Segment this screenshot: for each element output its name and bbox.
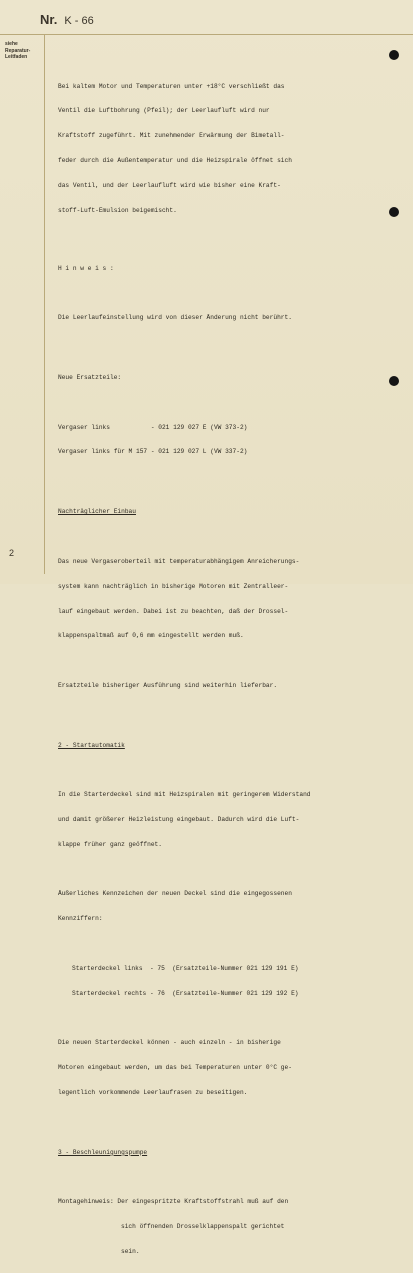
document-number-label: Nr.	[40, 12, 58, 27]
hinweis-heading: H i n w e i s :	[58, 264, 114, 272]
section-2-line: In die Starterdeckel sind mit Heizspiralen mit geringerem Widerstand	[58, 791, 311, 799]
installation-line: legentlich vorkommende Leerlaufrasen zu beseitigen.	[58, 1088, 248, 1096]
side-note-line: Leitfaden	[5, 54, 28, 60]
document-number	[40, 12, 94, 27]
installation-line: Motoren eingebaut werden, um das bei Temperaturen unter 0°C ge-	[58, 1064, 292, 1072]
retrofit-line: system kann nachträglich in bisherige Motoren mit Zentralleer-	[58, 582, 289, 590]
starter-cover-line: Starterdeckel rechts - 76 (Ersatzteile-Nummer 021 129 192 E)	[72, 989, 299, 997]
intro-line: stoff-Luft-Emulsion beigemischt.	[58, 207, 177, 215]
punch-hole-icon	[389, 207, 399, 217]
intro-line: Kraftstoff zugeführt. Mit zunehmender Erwärmung der Bimetall-	[58, 132, 285, 140]
punch-hole-icon	[389, 50, 399, 60]
assembly-note-line: Der eingespritzte Kraftstoffstrahl muß auf den	[117, 1198, 289, 1206]
intro-line: Ventil die Luftbohrung (Pfeil); der Leerlaufluft wird nur	[58, 107, 270, 115]
installation-line: Die neuen Starterdeckel können - auch einzeln - in bisherige	[58, 1039, 281, 1047]
section-3-heading: 3 - Beschleunigungspumpe	[58, 1148, 148, 1156]
page-number: 2	[9, 548, 15, 558]
starter-cover-line: Starterdeckel links - 75 (Ersatzteile-Nummer 021 129 191 E)	[72, 964, 299, 972]
intro-line: Bei kaltem Motor und Temperaturen unter +18°C verschließt das	[58, 82, 285, 90]
section-2-heading: 2 - Startautomatik	[58, 741, 125, 749]
intro-line: das Ventil, und der Leerlaufluft wird wie bisher eine Kraft-	[58, 182, 281, 190]
margin-divider	[44, 34, 45, 574]
document-body	[58, 66, 378, 1273]
side-note	[5, 41, 41, 61]
spare-part-line: Vergaser links - 021 129 027 E (VW 373-2)	[58, 423, 248, 431]
identifier-line: Kennziffern:	[58, 915, 103, 923]
section-2-line: und damit größerer Heizleistung eingebaut. Dadurch wird die Luft-	[58, 816, 300, 824]
retrofit-line: klappenspaltmaß auf 0,6 mm eingestellt werden muß.	[58, 632, 244, 640]
top-divider	[0, 34, 413, 35]
assembly-note-line: sein.	[121, 1248, 140, 1255]
identifier-line: Äußerliches Kennzeichen der neuen Deckel sind die eingegossenen	[58, 890, 292, 898]
section-2-line: klappe früher ganz geöffnet.	[58, 840, 162, 848]
hinweis-text: Die Leerlaufeinstellung wird von dieser Änderung nicht berührt.	[58, 314, 292, 322]
punch-hole-icon	[389, 376, 399, 386]
spare-parts-note: Ersatzteile bisheriger Ausführung sind weiterhin lieferbar.	[58, 681, 278, 689]
spare-part-line: Vergaser links für M 157 - 021 129 027 L (VW 337-2)	[58, 448, 248, 456]
assembly-note-line: sich öffnenden Drosselklappenspalt gerichtet	[121, 1223, 285, 1231]
assembly-note	[58, 1198, 378, 1206]
intro-line: feder durch die Außentemperatur und die Heizspirale öffnet sich	[58, 157, 292, 165]
side-note-line: Reparatur-	[5, 47, 31, 54]
retrofit-line: lauf eingebaut werden. Dabei ist zu beachten, daß der Drossel-	[58, 607, 289, 615]
side-note-line: siehe	[5, 41, 18, 47]
assembly-note-label: Montagehinweis:	[58, 1198, 114, 1206]
retrofit-heading: Nachträglicher Einbau	[58, 508, 136, 516]
spare-parts-heading: Neue Ersatzteile:	[58, 374, 122, 382]
retrofit-line: Das neue Vergaseroberteil mit temperaturabhängigem Anreicherungs-	[58, 557, 300, 565]
document-number-value: K - 66	[64, 15, 94, 27]
